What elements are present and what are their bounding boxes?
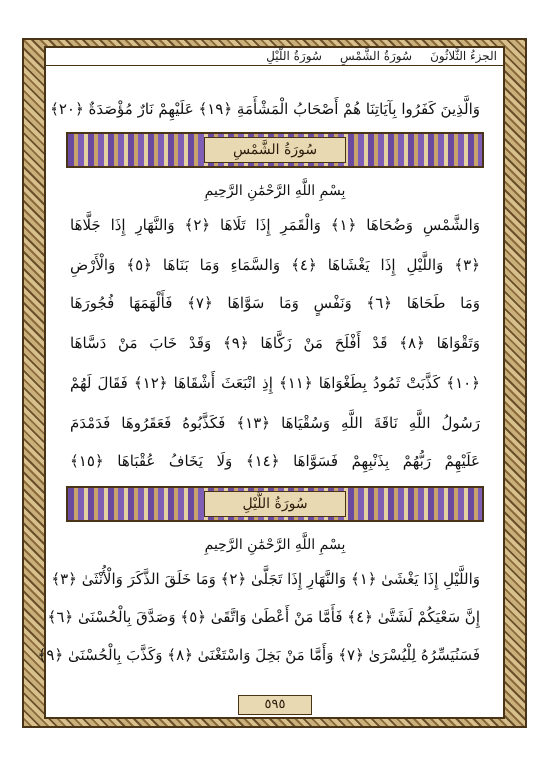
surah-banner-layl [66,486,484,522]
verse-line-11: وَاللَّيْلِ إِذَا يَغْشَىٰ ﴿١﴾ وَالنَّهَارِ إِذَا تَجَلَّىٰ ﴿٢﴾ وَمَا خَلَقَ الذَّكَرَ وَالْأُنْثَىٰ ﴿٣﴾ [51,570,480,588]
surah-title-shams: سُورَةُ الشَّمْسِ [204,137,346,163]
surah-banner-shams [66,132,484,168]
verse-line-9: عَلَيْهِمْ رَبُّهُمْ بِذَنْبِهِمْ فَسَوَّاهَا ﴿١٤﴾ وَلَا يَخَافُ عُقْبَاهَا ﴿١٥﴾ [70,452,480,470]
juz-label: الجزءُ الثَّلاثُونَ [430,48,497,63]
basmala-layl: بِسْمِ اللَّهِ الرَّحْمَٰنِ الرَّحِيمِ [204,537,346,553]
header-surah-shams: سُورَةُ الشَّمْسِ [339,48,413,63]
verse-line-8: رَسُولُ اللَّهِ نَاقَةَ اللَّهِ وَسُقْيَاهَا ﴿١٣﴾ فَكَذَّبُوهُ فَعَقَرُوهَا فَدَمْدَمَ [70,414,480,432]
basmala-shams: بِسْمِ اللَّهِ الرَّحْمَٰنِ الرَّحِيمِ [204,183,346,199]
page-header [44,46,505,66]
page-number: ٥٩٥ [238,695,312,715]
verse-line-4: ﴿٣﴾ وَاللَّيْلِ إِذَا يَغْشَاهَا ﴿٤﴾ وَالسَّمَاءِ وَمَا بَنَاهَا ﴿٥﴾ وَالْأَرْضِ [70,256,480,274]
verse-line-3: وَالشَّمْسِ وَضُحَاهَا ﴿١﴾ وَالْقَمَرِ إِذَا تَلَاهَا ﴿٢﴾ وَالنَّهَارِ إِذَا جَلَّاهَا [70,216,480,234]
surah-title-layl: سُورَةُ اللَّيْلِ [204,491,346,517]
verse-line-7: ﴿١٠﴾ كَذَّبَتْ ثَمُودُ بِطَغْوَاهَا ﴿١١﴾ إِذِ انْبَعَثَ أَشْقَاهَا ﴿١٢﴾ فَقَالَ لَهُمْ [70,374,480,392]
verse-line-12: إِنَّ سَعْيَكُمْ لَشَتَّىٰ ﴿٤﴾ فَأَمَّا مَنْ أَعْطَىٰ وَاتَّقَىٰ ﴿٥﴾ وَصَدَّقَ بِالْحُسْنَىٰ ﴿٦﴾ [47,608,480,626]
verse-line-5: وَمَا طَحَاهَا ﴿٦﴾ وَنَفْسٍ وَمَا سَوَّاهَا ﴿٧﴾ فَأَلْهَمَهَا فُجُورَهَا [70,294,480,312]
verse-line-6: وَتَقْوَاهَا ﴿٨﴾ قَدْ أَفْلَحَ مَنْ زَكَّاهَا ﴿٩﴾ وَقَدْ خَابَ مَنْ دَسَّاهَا [70,334,480,352]
header-surah-layl: سُورَةُ اللَّيْلِ [266,48,322,63]
verse-line-1: وَالَّذِينَ كَفَرُوا بِآيَاتِنَا هُمْ أَصْحَابُ الْمَشْأَمَةِ ﴿١٩﴾ عَلَيْهِمْ نَارٌ مُؤْصَدَةٌ ﴿٢٠﴾ [50,100,480,118]
verse-line-13: فَسَنُيَسِّرُهُ لِلْيُسْرَىٰ ﴿٧﴾ وَأَمَّا مَنْ بَخِلَ وَاسْتَغْنَىٰ ﴿٨﴾ وَكَذَّبَ بِالْحُسْنَىٰ ﴿٩﴾ [37,646,480,664]
